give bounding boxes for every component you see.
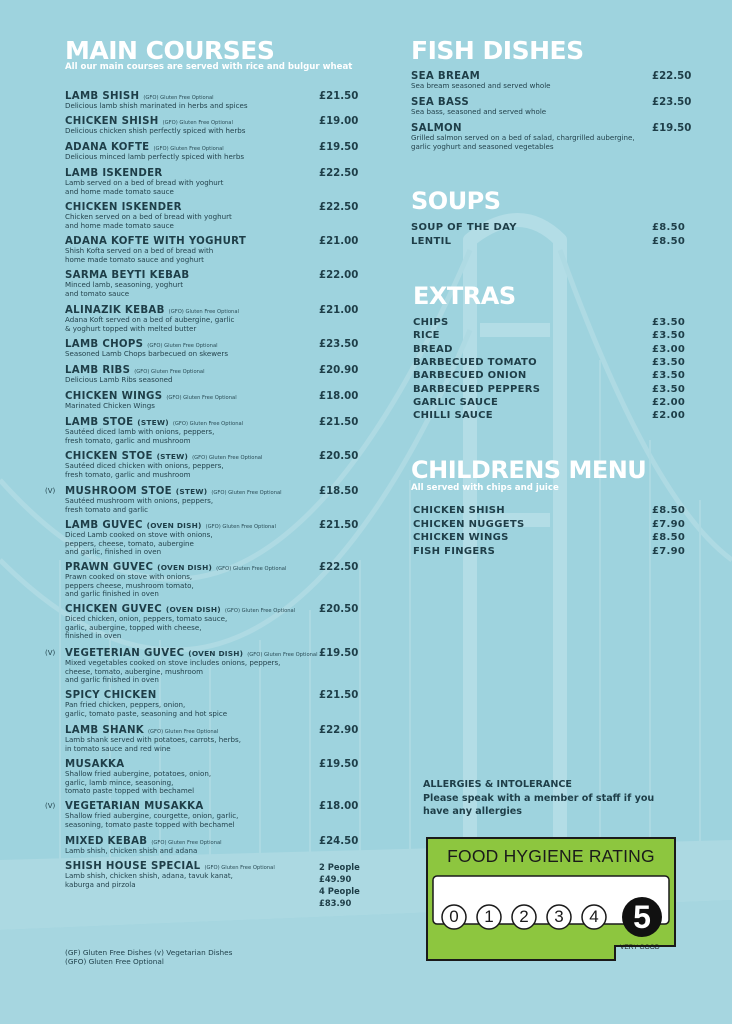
main-course-item <box>65 270 395 298</box>
gfo-note: (GFO) Gluten Free Optional <box>172 421 244 427</box>
item-description: Shallow fried aubergine, potatoes, onion, garlic, lamb mince, seasoning, tomato paste topped with bechamel <box>65 769 212 796</box>
footnote-line-2: (GFO) Gluten Free Optional <box>65 957 164 966</box>
item-subtitle: (OVEN DISH) <box>157 563 213 572</box>
footnote-line-1: (GF) Gluten Free Dishes (v) Vegetarian Dishes <box>65 948 233 957</box>
item-description: Lamb shank served with potatoes, carrots, herbs, in tomato sauce and red wine <box>65 735 241 753</box>
extra-item-price: £3.50 <box>652 370 686 382</box>
childrens-menu-subtitle: All served with chips and juice <box>411 483 559 493</box>
rating-1: 1 <box>484 907 494 926</box>
allergy-notice <box>423 778 654 819</box>
rating-score: 5 <box>633 899 651 935</box>
item-price: £19.00 <box>319 116 359 127</box>
main-course-item <box>65 520 395 557</box>
gfo-note: (GFO) Gluten Free Optional <box>216 566 287 572</box>
fish-dishes-title: FISH DISHES <box>411 36 584 65</box>
item-description: Grilled salmon served on a bed of salad, chargrilled aubergine, garlic yoghurt and seasoned vegetables <box>411 133 635 151</box>
extra-item-price: £3.50 <box>652 383 686 395</box>
main-course-item <box>45 801 395 829</box>
item-name: MIXED KEBAB (GFO) Gluten Free Optional <box>65 836 222 847</box>
kids-item-name: CHICKEN SHISH <box>413 505 505 516</box>
dietary-footnote <box>65 948 232 966</box>
childrens-menu-title: CHILDRENS MENU <box>411 456 647 484</box>
item-name: LAMB CHOPS (GFO) Gluten Free Optional <box>65 339 218 350</box>
item-price: £21.50 <box>319 91 359 102</box>
item-description: Lamb shish, chicken shish, adana, tavuk kanat, kaburga and pirzola <box>65 871 233 889</box>
fish-dish-item <box>411 97 691 117</box>
kids-item-price: £7.90 <box>652 518 686 530</box>
item-name: MUSAKKA <box>65 759 125 770</box>
item-name: CHICKEN GUVEC (OVEN DISH) (GFO) Gluten Free Optional <box>65 604 296 615</box>
item-price: £20.50 <box>319 604 359 615</box>
price-4-people: 4 People £83.90 <box>319 886 360 908</box>
item-name: LAMB STOE (STEW) (GFO) Gluten Free Optional <box>65 417 244 428</box>
item-name: CHICKEN SHISH (GFO) Gluten Free Optional <box>65 116 233 127</box>
item-price: £22.50 <box>652 71 692 82</box>
gfo-note: (GFO) Gluten Free Optional <box>204 865 275 871</box>
item-name: VEGETERIAN GUVEC (OVEN DISH) (GFO) Gluten Free Optional <box>65 648 318 659</box>
item-description: Diced chicken, onion, peppers, tomato sauce, garlic, aubergine, topped with cheese, finished in oven <box>65 614 228 641</box>
item-price: £19.50 <box>652 123 692 134</box>
item-name: CHICKEN ISKENDER <box>65 202 182 213</box>
allergy-text-1: Please speak with a member of staff if you <box>423 792 655 804</box>
gfo-note: (GFO) Gluten Free Optional <box>134 369 205 375</box>
soup-item-name: SOUP OF THE DAY <box>411 222 517 233</box>
item-name: SARMA BEYTI KEBAB <box>65 270 190 281</box>
extra-item-name: RICE <box>413 330 440 342</box>
item-name: ADANA KOFTE (GFO) Gluten Free Optional <box>65 142 224 153</box>
extra-item-name: BARBECUED TOMATO <box>413 356 537 368</box>
extra-item-name: CHILLI SAUCE <box>413 410 493 422</box>
item-name: LAMB SHISH (GFO) Gluten Free Optional <box>65 91 214 102</box>
item-description: Sea bream seasoned and served whole <box>411 81 551 90</box>
extra-item-name: GARLIC SAUCE <box>413 396 499 408</box>
food-hygiene-rating-badge <box>425 836 677 962</box>
item-name: CHICKEN WINGS (GFO) Gluten Free Optional <box>65 391 237 402</box>
main-course-item <box>65 451 395 479</box>
item-price: £22.50 <box>319 168 359 179</box>
extra-item-price: £3.00 <box>652 343 686 355</box>
main-course-item <box>65 836 395 856</box>
item-description: Lamb served on a bed of bread with yoghurt and home made tomato sauce <box>65 178 224 196</box>
kids-item-price: £8.50 <box>652 532 686 543</box>
item-price <box>319 861 395 909</box>
item-name: LAMB GUVEC (OVEN DISH) (GFO) Gluten Free Optional <box>65 520 276 531</box>
item-name: MUSHROOM STOE (STEW) (GFO) Gluten Free Optional <box>65 486 282 497</box>
main-course-item <box>45 486 395 514</box>
extra-item-price: £3.50 <box>652 317 686 328</box>
soup-item-price: £8.50 <box>652 222 686 233</box>
gfo-note: (GFO) Gluten Free Optional <box>168 309 239 315</box>
gfo-note: (GFO) Gluten Free Optional <box>143 95 214 101</box>
item-name: SEA BREAM <box>411 71 481 82</box>
item-name: LAMB RIBS (GFO) Gluten Free Optional <box>65 365 205 376</box>
item-price: £18.00 <box>319 801 359 812</box>
item-subtitle: (OVEN DISH) <box>146 521 202 530</box>
gfo-note: (GFO) Gluten Free Optional <box>224 608 296 614</box>
item-description: Delicious lamb shish marinated in herbs and spices <box>65 101 248 110</box>
item-description: Marinated Chicken Wings <box>65 401 155 410</box>
item-description: Delicious Lamb Ribs seasoned <box>65 375 173 384</box>
item-subtitle: (STEW) <box>156 452 189 461</box>
item-price: £23.50 <box>652 97 692 108</box>
badge-title: FOOD HYGIENE RATING <box>447 846 655 866</box>
item-price: £22.00 <box>319 270 359 281</box>
item-name: ALINAZIK KEBAB (GFO) Gluten Free Optional <box>65 305 239 316</box>
gfo-note: (GFO) Gluten Free Optional <box>162 120 233 126</box>
item-price: £23.50 <box>319 339 359 350</box>
gfo-note: (GFO) Gluten Free Optional <box>151 840 222 846</box>
main-courses-subtitle: All our main courses are served with rice and bulgur wheat <box>65 62 353 72</box>
item-description: Sautéed mushroom with onions, peppers, fresh tomato and garlic <box>65 496 214 514</box>
item-price: £21.50 <box>319 690 359 701</box>
item-description: Sautéed diced chicken with onions, peppers, fresh tomato, garlic and mushroom <box>65 461 224 479</box>
item-description: Prawn cooked on stove with onions, peppers cheese, mushroom tomato, and garlic finished in oven <box>65 572 194 599</box>
gfo-note: (GFO) Gluten Free Optional <box>153 146 224 152</box>
main-course-item <box>65 417 395 445</box>
main-course-item <box>65 202 395 230</box>
rating-0: 0 <box>449 907 459 926</box>
fish-dish-item <box>411 71 691 91</box>
main-course-item <box>65 759 395 796</box>
item-name: SALMON <box>411 123 462 134</box>
item-price: £20.90 <box>319 365 359 376</box>
item-name: SEA BASS <box>411 97 469 108</box>
item-subtitle: (STEW) <box>137 418 169 427</box>
item-description: Shish Kofta served on a bed of bread with home made tomato sauce and yoghurt <box>65 246 214 264</box>
item-name: SHISH HOUSE SPECIAL (GFO) Gluten Free Optional <box>65 861 275 872</box>
item-price: £22.50 <box>319 562 359 573</box>
item-name: CHICKEN STOE (STEW) (GFO) Gluten Free Optional <box>65 451 263 462</box>
shish-house-special <box>65 861 395 908</box>
gfo-note: (GFO) Gluten Free Optional <box>148 729 219 735</box>
item-price: £18.50 <box>319 486 359 497</box>
main-course-item <box>65 116 395 136</box>
soups-title: SOUPS <box>411 187 501 215</box>
item-price: £24.50 <box>319 836 359 847</box>
rating-3: 3 <box>554 907 564 926</box>
item-price: £22.90 <box>319 725 359 736</box>
gfo-note: (GFO) Gluten Free Optional <box>205 524 276 530</box>
kids-item-name: CHICKEN WINGS <box>413 532 509 543</box>
gfo-note: (GFO) Gluten Free Optional <box>166 395 237 401</box>
rating-4: 4 <box>589 907 599 926</box>
extra-item-price: £2.00 <box>652 396 686 408</box>
allergy-heading: ALLERGIES & INTOLERANCE <box>423 779 572 790</box>
main-course-item <box>65 562 395 599</box>
item-description: Sea bass, seasoned and served whole <box>411 107 547 116</box>
item-price: £19.50 <box>319 648 359 659</box>
item-subtitle: (OVEN DISH) <box>188 649 244 658</box>
item-description: Lamb shish, chicken shish and adana <box>65 846 198 855</box>
extra-item-name: BARBECUED PEPPERS <box>413 383 541 395</box>
gfo-note: (GFO) Gluten Free Optional <box>192 455 263 461</box>
item-price: £19.50 <box>319 759 359 770</box>
extra-item-price: £3.50 <box>652 356 686 368</box>
item-name: LAMB ISKENDER <box>65 168 163 179</box>
vegetarian-tag: (V) <box>45 802 56 810</box>
main-courses-title: MAIN COURSES <box>65 36 275 65</box>
extra-item-name: CHIPS <box>413 317 449 328</box>
gfo-note: (GFO) Gluten Free Optional <box>247 652 318 658</box>
item-description: Mixed vegetables cooked on stove includes onions, peppers, cheese, tomato, aubergine, mushroom and garlic finished in oven <box>65 658 281 685</box>
extra-item-name: BREAD <box>413 343 453 355</box>
main-course-item <box>65 91 395 111</box>
item-price: £22.50 <box>319 202 359 213</box>
fish-dish-item <box>411 123 691 151</box>
main-course-item <box>45 648 395 685</box>
main-course-item <box>65 236 395 264</box>
gfo-note: (GFO) Gluten Free Optional <box>211 490 282 496</box>
extra-item-price: £2.00 <box>652 410 686 422</box>
allergy-text-2: have any allergies <box>423 806 522 817</box>
main-course-item <box>65 142 395 162</box>
soup-item-price: £8.50 <box>652 235 686 247</box>
kids-item-name: CHICKEN NUGGETS <box>413 518 525 530</box>
item-description: Pan fried chicken, peppers, onion, garlic, tomato paste, seasoning and hot spice <box>65 700 228 718</box>
main-course-item <box>65 305 395 333</box>
item-price: £18.00 <box>319 391 359 402</box>
item-price: £20.50 <box>319 451 359 462</box>
item-description: Adana Koft served on a bed of aubergine, garlic & yoghurt topped with melted butter <box>65 315 235 333</box>
item-price: £21.00 <box>319 305 359 316</box>
item-subtitle: (OVEN DISH) <box>165 605 221 614</box>
rating-label: VERY GOOD <box>620 944 660 951</box>
main-course-item <box>65 168 395 196</box>
item-description: Minced lamb, seasoning, yoghurt and tomato sauce <box>65 280 183 298</box>
vegetarian-tag: (V) <box>45 487 56 495</box>
kids-item-price: £7.90 <box>652 545 686 557</box>
item-name: ADANA KOFTE WITH YOGHURT <box>65 236 247 247</box>
main-course-item <box>65 365 395 385</box>
item-price: £21.00 <box>319 236 359 247</box>
item-description: Sautéed diced lamb with onions, peppers, fresh tomato, garlic and mushroom <box>65 427 215 445</box>
price-2-people: 2 People £49.90 <box>319 862 360 884</box>
extra-item-price: £3.50 <box>652 330 686 342</box>
main-course-item <box>65 391 395 411</box>
item-name: SPICY CHICKEN <box>65 690 157 701</box>
main-course-item <box>65 604 395 641</box>
main-course-item <box>65 339 395 359</box>
item-price: £19.50 <box>319 142 359 153</box>
gfo-note: (GFO) Gluten Free Optional <box>147 343 218 349</box>
extra-item-name: BARBECUED ONION <box>413 370 527 382</box>
kids-item-name: FISH FINGERS <box>413 545 496 557</box>
rating-2: 2 <box>519 907 529 926</box>
main-course-item <box>65 690 395 718</box>
item-description: Chicken served on a bed of bread with yoghurt and home made tomato sauce <box>65 212 232 230</box>
main-course-item <box>65 725 395 753</box>
kids-item-price: £8.50 <box>652 505 686 516</box>
item-price: £21.50 <box>319 520 359 531</box>
soup-item-name: LENTIL <box>411 235 452 247</box>
item-name: VEGETARIAN MUSAKKA <box>65 801 204 812</box>
item-description: Seasoned Lamb Chops barbecued on skewers <box>65 349 229 358</box>
extras-title: EXTRAS <box>413 282 516 310</box>
item-description: Delicious minced lamb perfectly spiced with herbs <box>65 152 245 161</box>
item-subtitle: (STEW) <box>175 487 208 496</box>
item-name: PRAWN GUVEC (OVEN DISH) (GFO) Gluten Free Optional <box>65 562 287 573</box>
item-name: LAMB SHANK (GFO) Gluten Free Optional <box>65 725 219 736</box>
item-description: Delicious chicken shish perfectly spiced with herbs <box>65 126 246 135</box>
item-price: £21.50 <box>319 417 359 428</box>
item-description: Diced Lamb cooked on stove with onions, peppers, cheese, tomato, aubergine and garlic, finished in oven <box>65 530 213 557</box>
vegetarian-tag: (V) <box>45 649 56 657</box>
item-description: Shallow fried aubergine, courgette, onion, garlic, seasoning, tomato paste topped with bechamel <box>65 811 239 829</box>
